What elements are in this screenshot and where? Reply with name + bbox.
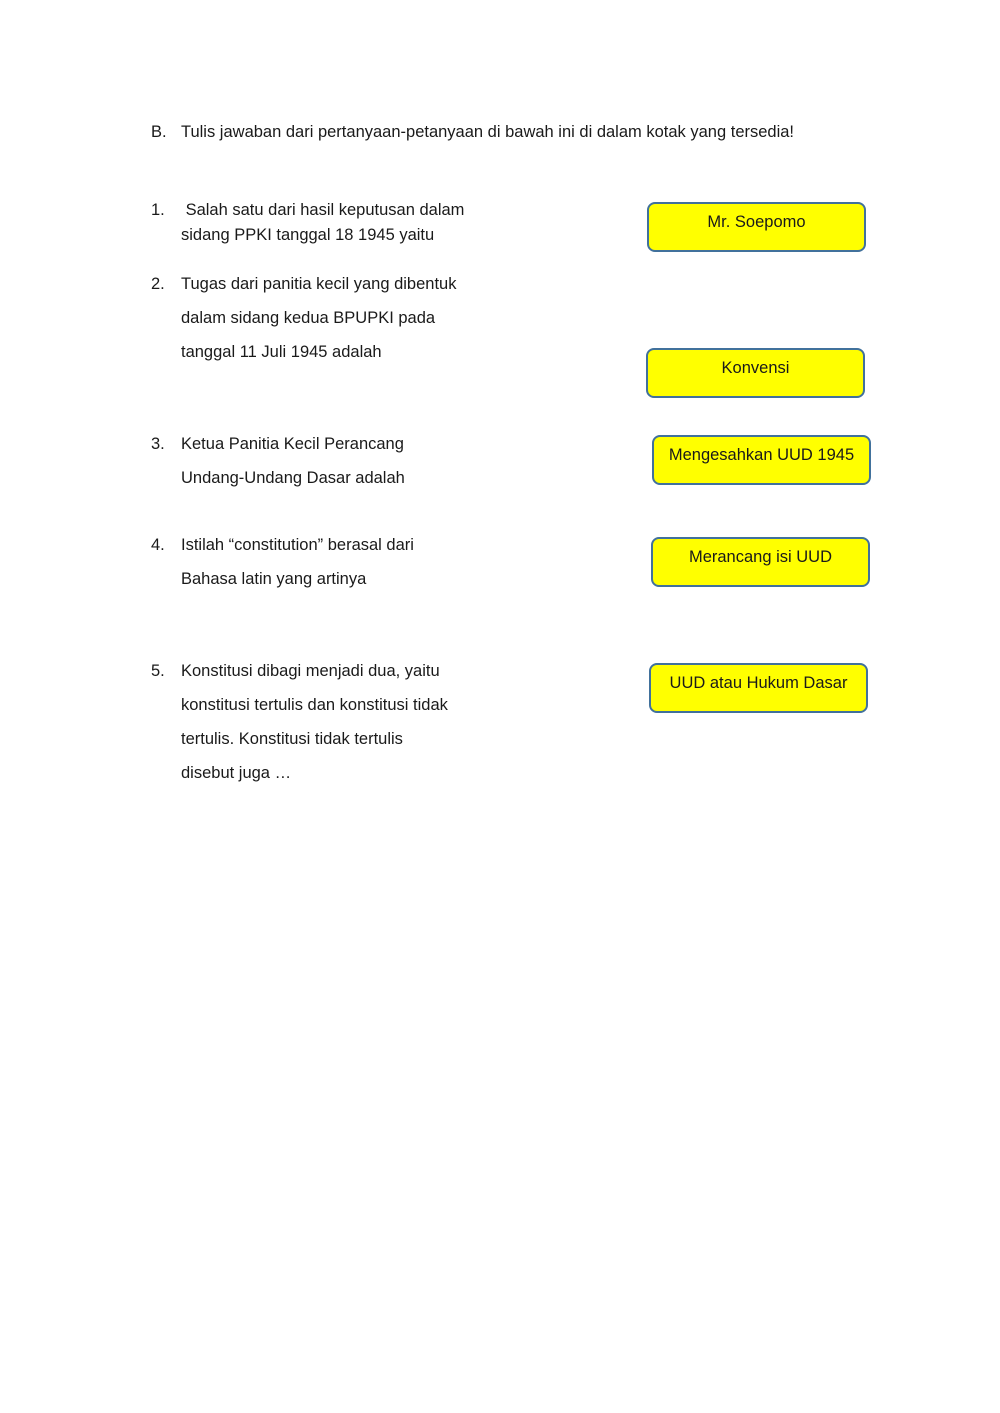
answer-label: UUD atau Hukum Dasar xyxy=(669,674,848,692)
answer-box-merancang-isi-uud[interactable] xyxy=(651,537,870,587)
question-number: 1. xyxy=(151,201,165,219)
question-number: 4. xyxy=(151,536,165,554)
question-number: 2. xyxy=(151,275,165,293)
question-line: Istilah “constitution” berasal dari xyxy=(181,536,414,554)
answer-label: Mengesahkan UUD 1945 xyxy=(668,446,855,464)
answer-box-mr-soepomo[interactable] xyxy=(647,202,866,252)
answer-label: Mr. Soepomo xyxy=(707,213,806,231)
question-line: sidang PPKI tanggal 18 1945 yaitu xyxy=(181,226,435,244)
question-line: disebut juga … xyxy=(181,764,292,782)
question-line: Konstitusi dibagi menjadi dua, yaitu xyxy=(181,662,440,680)
question-line: dalam sidang kedua BPUPKI pada xyxy=(181,309,436,327)
answer-box-mengesahkan-uud-1945[interactable] xyxy=(652,435,871,485)
section-marker: B. xyxy=(151,123,167,141)
question-number: 3. xyxy=(151,435,165,453)
question-line: tertulis. Konstitusi tidak tertulis xyxy=(181,730,403,748)
answer-box-konvensi[interactable] xyxy=(646,348,865,398)
question-line: Undang-Undang Dasar adalah xyxy=(181,469,405,487)
answer-box-uud-atau-hukum-dasar[interactable] xyxy=(649,663,868,713)
answer-label: Konvensi xyxy=(721,359,790,377)
answer-label: Merancang isi UUD xyxy=(688,548,833,566)
question-line: konstitusi tertulis dan konstitusi tidak xyxy=(181,696,448,714)
question-line: Ketua Panitia Kecil Perancang xyxy=(181,435,404,453)
question-number: 5. xyxy=(151,662,165,680)
question-line: Tugas dari panitia kecil yang dibentuk xyxy=(181,275,457,293)
question-line: Bahasa latin yang artinya xyxy=(181,570,367,588)
instruction xyxy=(151,121,794,143)
question-line: Salah satu dari hasil keputusan dalam xyxy=(181,201,465,219)
instruction-text: Tulis jawaban dari pertanyaan-petanyaan di bawah ini di dalam kotak yang tersedia! xyxy=(181,123,795,141)
question-line: tanggal 11 Juli 1945 adalah xyxy=(181,343,382,361)
